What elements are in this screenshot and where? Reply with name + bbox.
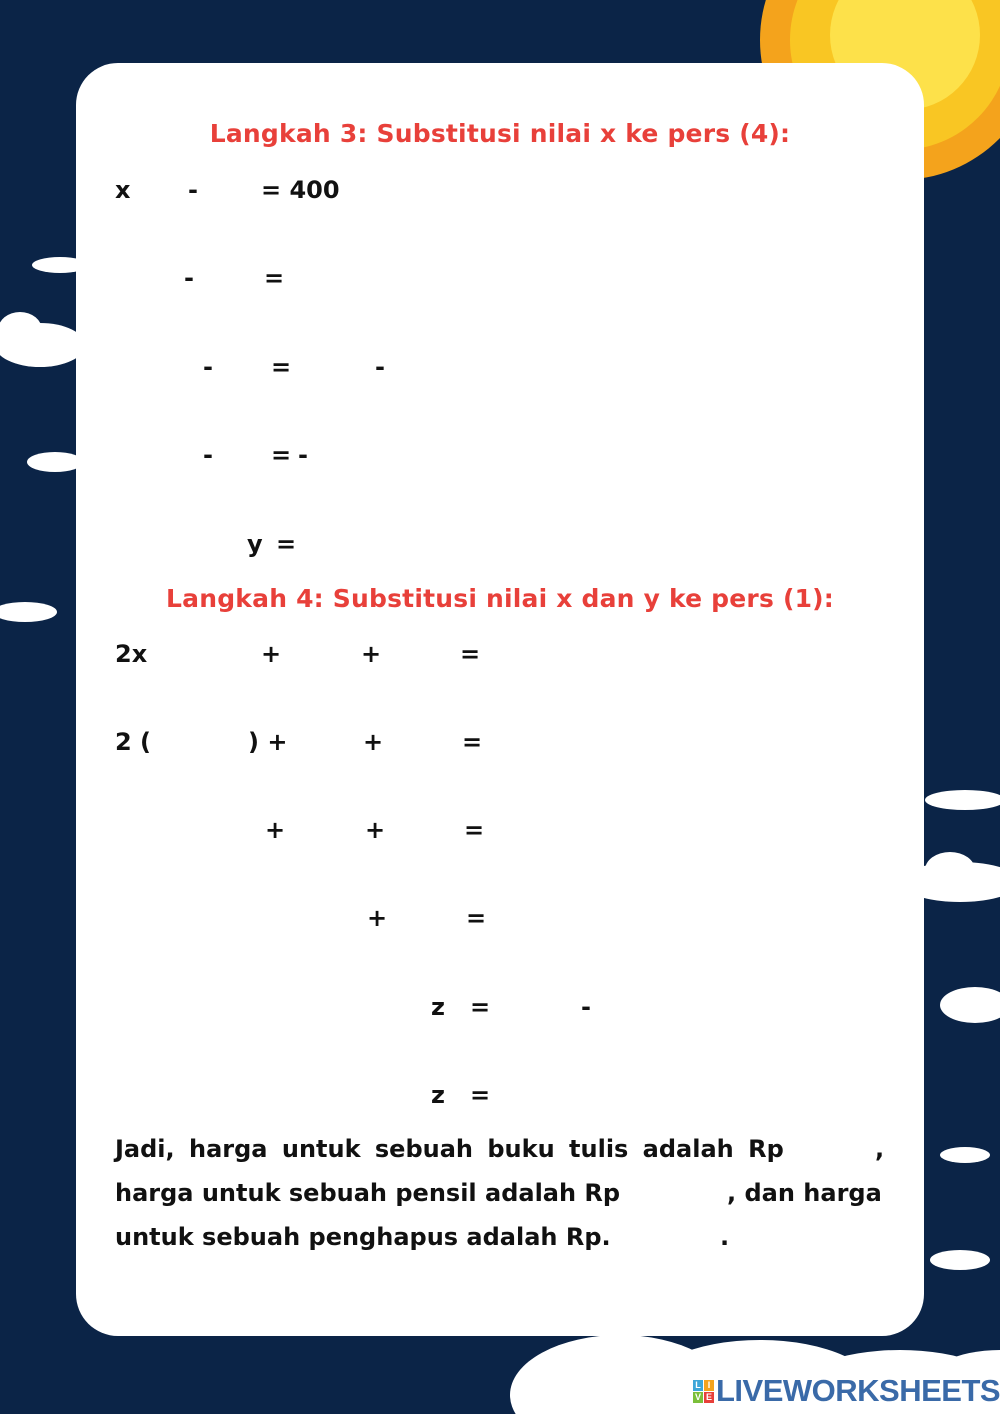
blank-input[interactable] bbox=[387, 727, 461, 759]
minus-sign: - bbox=[375, 353, 385, 381]
blank-input[interactable] bbox=[315, 440, 429, 472]
term-2x: 2x bbox=[115, 640, 148, 668]
plus-sign: + bbox=[363, 728, 384, 756]
blank-input[interactable] bbox=[494, 1080, 618, 1112]
blank-input[interactable] bbox=[392, 352, 486, 384]
blank-input[interactable] bbox=[289, 815, 365, 847]
equals-sign: = bbox=[464, 816, 485, 844]
plus-sign: + bbox=[361, 640, 382, 668]
blank-input[interactable] bbox=[287, 727, 363, 759]
var-z: z bbox=[431, 993, 445, 1021]
blank-input[interactable] bbox=[489, 815, 603, 847]
minus-sign: - bbox=[581, 993, 591, 1021]
minus-sign: - bbox=[203, 441, 213, 469]
conclusion-line-2: harga untuk sebuah pensil adalah Rp bbox=[115, 1179, 621, 1207]
equals-sign: = bbox=[470, 993, 491, 1021]
equals-sign: = bbox=[462, 728, 483, 756]
equals-sign: = bbox=[466, 904, 487, 932]
blank-input[interactable] bbox=[391, 903, 465, 935]
blank-input[interactable] bbox=[485, 639, 599, 671]
blank-input[interactable] bbox=[250, 903, 364, 935]
blank-input[interactable] bbox=[385, 639, 459, 671]
blank-input[interactable] bbox=[598, 992, 712, 1024]
minus-sign: - bbox=[184, 264, 194, 292]
equals-value: = 400 bbox=[261, 176, 340, 204]
blank-input[interactable] bbox=[294, 352, 373, 384]
plus-sign: + bbox=[261, 640, 282, 668]
blank-input[interactable] bbox=[285, 639, 361, 671]
plus-sign: + bbox=[265, 816, 286, 844]
blank-input[interactable] bbox=[290, 263, 414, 295]
blank-input[interactable] bbox=[200, 263, 264, 295]
blank-input[interactable] bbox=[640, 1221, 724, 1253]
minus-sign: - bbox=[188, 176, 198, 204]
blank-input[interactable] bbox=[805, 1133, 879, 1165]
comma: , bbox=[875, 1135, 885, 1163]
equals-sign: = bbox=[276, 530, 297, 558]
blank-input[interactable] bbox=[218, 352, 272, 384]
plus-sign: + bbox=[367, 904, 388, 932]
minus-sign: - bbox=[203, 353, 213, 381]
var-x: x bbox=[115, 176, 131, 204]
open-paren: 2 ( bbox=[115, 728, 152, 756]
blank-input[interactable] bbox=[494, 992, 578, 1024]
blank-input[interactable] bbox=[300, 529, 424, 561]
blank-input[interactable] bbox=[115, 263, 185, 295]
equals-sign: = bbox=[271, 353, 292, 381]
brand-name: LIVEWORKSHEETS bbox=[716, 1373, 1000, 1408]
conclusion-paragraph bbox=[115, 1127, 885, 1267]
step3-heading: Langkah 3: Substitusi nilai x ke pers (4): bbox=[209, 119, 791, 148]
blank-input[interactable] bbox=[491, 903, 605, 935]
blank-input[interactable] bbox=[155, 639, 259, 671]
conclusion-line-1: Jadi, harga untuk sebuah buku tulis adalah Rp bbox=[115, 1135, 784, 1163]
period: . bbox=[720, 1223, 730, 1251]
equals-sign: = bbox=[460, 640, 481, 668]
equals-sign: = bbox=[470, 1081, 491, 1109]
var-y: y bbox=[247, 530, 263, 558]
conclusion-line-3: untuk sebuah penghapus adalah Rp. bbox=[115, 1223, 611, 1251]
plus-sign: + bbox=[365, 816, 386, 844]
blank-input[interactable] bbox=[218, 440, 272, 472]
var-z: z bbox=[431, 1081, 445, 1109]
liveworksheets-logo bbox=[693, 1374, 1000, 1408]
blank-input[interactable] bbox=[115, 440, 204, 472]
blank-input[interactable] bbox=[115, 352, 204, 384]
blank-input[interactable] bbox=[389, 815, 463, 847]
blank-input[interactable] bbox=[202, 175, 262, 207]
equals-sign: = bbox=[271, 441, 292, 469]
blank-input[interactable] bbox=[150, 815, 264, 847]
blank-input[interactable] bbox=[132, 175, 188, 207]
step4-heading: Langkah 4: Substitusi nilai x dan y ke pers (1): bbox=[166, 584, 834, 613]
equals-sign: = bbox=[264, 264, 285, 292]
live-logo-icon: L I V E bbox=[694, 1380, 712, 1402]
conclusion-line-2-end: , dan harga bbox=[727, 1179, 882, 1207]
minus-sign: - bbox=[298, 441, 308, 469]
blank-input[interactable] bbox=[650, 1177, 729, 1209]
blank-input[interactable] bbox=[487, 727, 601, 759]
blank-input[interactable] bbox=[150, 727, 249, 759]
close-paren-plus: ) + bbox=[248, 728, 288, 756]
